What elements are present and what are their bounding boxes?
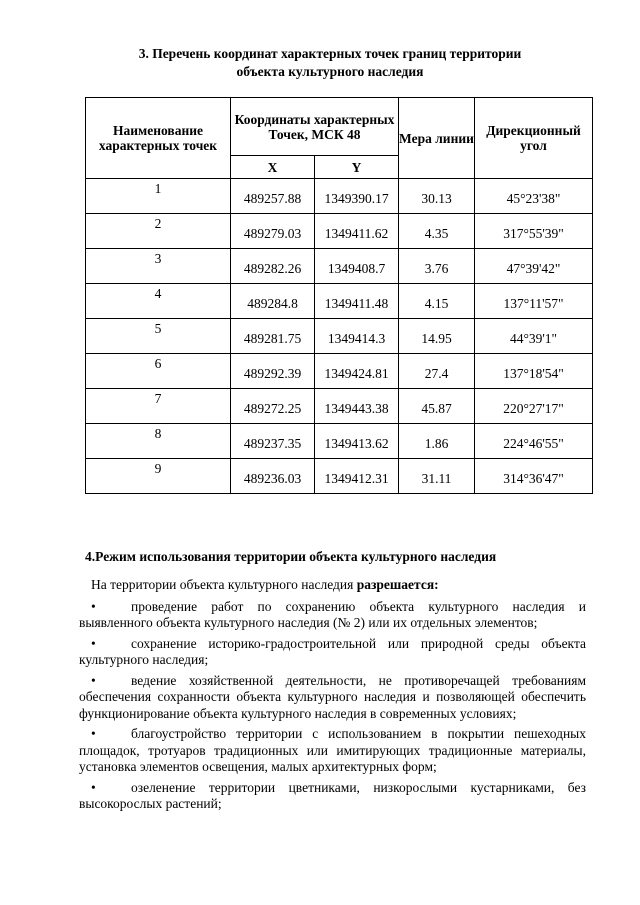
header-x: X: [231, 156, 315, 179]
permitted-intro-text: На территории объекта культурного наследия: [91, 577, 357, 592]
table-row: [86, 424, 593, 459]
y-coordinate-cell: 1349411.48: [315, 284, 399, 319]
direction-angle-cell: 45°23'38": [475, 179, 593, 214]
bullet-icon: •: [91, 779, 96, 795]
x-coordinate-cell: 489292.39: [231, 354, 315, 389]
list-item: [79, 673, 586, 723]
direction-angle-cell: 137°18'54": [475, 354, 593, 389]
bullet-icon: •: [91, 726, 96, 741]
list-item: [79, 636, 586, 669]
y-coordinate-cell: 1349414.3: [315, 319, 399, 354]
y-coordinate-cell: 1349412.31: [315, 459, 399, 494]
line-length-cell: 3.76: [399, 249, 475, 284]
line-length-cell: 45.87: [399, 389, 475, 424]
line-length-cell: 4.15: [399, 284, 475, 319]
bullet-icon: •: [91, 635, 96, 651]
x-coordinate-cell: 489236.03: [231, 459, 315, 494]
section3-title-line2: объекта культурного наследия: [236, 64, 424, 79]
table-row: [86, 249, 593, 284]
list-item: [79, 726, 586, 776]
bullet-icon: •: [91, 672, 96, 688]
list-item-text: благоустройство территории с использованием в покрытии пешеходных площадок, тротуаров традиционных или имитирующих традиционные материалы, установка элементов освещения, малых архитектурных форм;: [79, 726, 586, 774]
header-direction-angle: Дирекционный угол: [475, 98, 593, 179]
x-coordinate-cell: 489281.75: [231, 319, 315, 354]
line-length-cell: 14.95: [399, 319, 475, 354]
y-coordinate-cell: 1349413.62: [315, 424, 399, 459]
x-coordinate-cell: 489237.35: [231, 424, 315, 459]
bullet-icon: •: [91, 598, 96, 614]
table-row: [86, 354, 593, 389]
point-number-cell: 3: [86, 249, 231, 284]
permitted-intro-bold: разрешается:: [356, 577, 439, 592]
permitted-intro: [79, 577, 586, 594]
point-number-cell: 9: [86, 459, 231, 494]
list-item: [79, 780, 586, 813]
section3-title-line1: 3. Перечень координат характерных точек границ территории: [138, 46, 522, 61]
list-item-text: проведение работ по сохранению объекта культурного наследия и выявленного объекта культурного наследия (№ 2) или их отдельных элементов;: [79, 598, 586, 630]
section4-body: [79, 577, 586, 817]
list-item-text: сохранение историко-градостроительной или природной среды объекта культурного наследия;: [79, 635, 586, 667]
line-length-cell: 31.11: [399, 459, 475, 494]
x-coordinate-cell: 489272.25: [231, 389, 315, 424]
y-coordinate-cell: 1349408.7: [315, 249, 399, 284]
header-line-length: Мера линии: [399, 98, 475, 179]
table-body: [86, 179, 593, 494]
list-item-text: озеленение территории цветниками, низкорослыми кустарниками, без высокорослых растений;: [79, 779, 586, 811]
section4-title: 4.Режим использования территории объекта культурного наследия: [85, 549, 497, 564]
table-row: [86, 214, 593, 249]
point-number-cell: 6: [86, 354, 231, 389]
header-y: Y: [315, 156, 399, 179]
permitted-list: [79, 599, 586, 813]
point-number-cell: 5: [86, 319, 231, 354]
coordinates-table: [85, 97, 593, 494]
line-length-cell: 30.13: [399, 179, 475, 214]
point-number-cell: 8: [86, 424, 231, 459]
table-row: [86, 284, 593, 319]
direction-angle-cell: 137°11'57": [475, 284, 593, 319]
direction-angle-cell: 317°55'39": [475, 214, 593, 249]
direction-angle-cell: 47°39'42": [475, 249, 593, 284]
header-coordinates: Координаты характерных Точек, МСК 48: [231, 98, 399, 156]
line-length-cell: 1.86: [399, 424, 475, 459]
header-point-name: Наименование характерных точек: [86, 98, 231, 179]
table-row: [86, 179, 593, 214]
section3-title: [60, 45, 600, 81]
x-coordinate-cell: 489257.88: [231, 179, 315, 214]
y-coordinate-cell: 1349424.81: [315, 354, 399, 389]
x-coordinate-cell: 489279.03: [231, 214, 315, 249]
y-coordinate-cell: 1349443.38: [315, 389, 399, 424]
table-row: [86, 389, 593, 424]
point-number-cell: 1: [86, 179, 231, 214]
point-number-cell: 2: [86, 214, 231, 249]
line-length-cell: 4.35: [399, 214, 475, 249]
direction-angle-cell: 224°46'55": [475, 424, 593, 459]
direction-angle-cell: 314°36'47": [475, 459, 593, 494]
x-coordinate-cell: 489282.26: [231, 249, 315, 284]
list-item-text: ведение хозяйственной деятельности, не противоречащей требованиям обеспечения сохранности объекта культурного наследия и позволяющей обеспечить функционирование объекта культурного наследия в современных условиях;: [79, 672, 586, 721]
point-number-cell: 7: [86, 389, 231, 424]
y-coordinate-cell: 1349390.17: [315, 179, 399, 214]
direction-angle-cell: 44°39'1": [475, 319, 593, 354]
direction-angle-cell: 220°27'17": [475, 389, 593, 424]
table-row: [86, 459, 593, 494]
x-coordinate-cell: 489284.8: [231, 284, 315, 319]
line-length-cell: 27.4: [399, 354, 475, 389]
point-number-cell: 4: [86, 284, 231, 319]
y-coordinate-cell: 1349411.62: [315, 214, 399, 249]
table-row: [86, 319, 593, 354]
list-item: [79, 599, 586, 632]
